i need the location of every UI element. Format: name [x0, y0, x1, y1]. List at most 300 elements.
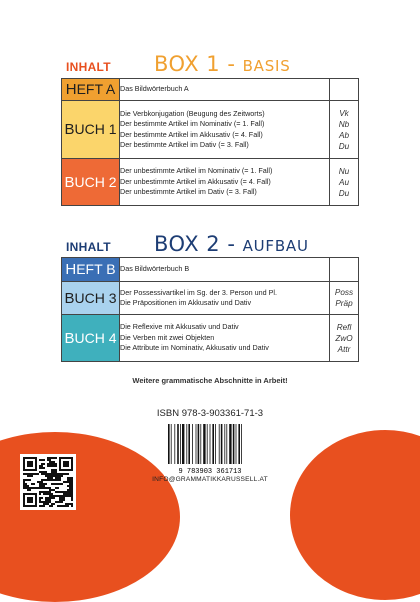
qr-module — [31, 473, 33, 475]
qr-module — [53, 463, 55, 465]
qr-module — [51, 505, 53, 507]
box1-title-main: BOX 1 - — [154, 52, 243, 76]
qr-module — [43, 463, 45, 465]
qr-module — [25, 485, 27, 487]
qr-module — [43, 459, 45, 461]
qr-module — [63, 505, 65, 507]
box1-heading — [66, 46, 356, 76]
qr-module — [49, 463, 51, 465]
qr-module — [59, 501, 61, 503]
qr-code — [20, 454, 76, 510]
qr-module — [59, 497, 61, 499]
qr-module — [55, 469, 57, 471]
qr-module — [45, 479, 47, 481]
buch-3-description: Der Possessivartikel im Sg. der 3. Person und Pl. Die Präpositionen im Akkusativ und Dativ — [120, 282, 330, 315]
qr-module — [69, 491, 71, 493]
qr-module — [49, 493, 51, 495]
barcode-bar — [224, 424, 225, 464]
qr-module — [49, 501, 51, 503]
qr-module — [69, 487, 71, 489]
qr-module — [69, 485, 71, 487]
qr-module — [67, 485, 69, 487]
qr-module — [39, 467, 41, 469]
qr-module — [51, 495, 53, 497]
qr-module — [43, 505, 45, 507]
qr-module — [53, 475, 55, 477]
isbn-number: ISBN 978-3-903361-71-3 — [156, 408, 264, 419]
qr-module — [51, 497, 53, 499]
qr-module — [27, 473, 29, 475]
buch-2-description: Der unbestimmte Artikel im Nominativ (= 1. Fall) Der unbestimmte Artikel im Akkusativ (= 4. Fall) Der unbestimmte Artikel im Dativ (= 3. Fall) — [120, 159, 330, 206]
qr-module — [47, 473, 49, 475]
qr-module — [49, 497, 51, 499]
qr-module — [49, 489, 51, 491]
qr-module — [55, 473, 57, 475]
qr-module — [41, 505, 43, 507]
qr-module — [55, 457, 57, 459]
qr-module — [47, 477, 49, 479]
qr-module — [45, 501, 47, 503]
qr-module — [53, 473, 55, 475]
qr-finder-center — [27, 497, 33, 503]
qr-module — [47, 501, 49, 503]
qr-module — [39, 499, 41, 501]
table-row — [62, 315, 359, 362]
buch-2-abbr: Nu Au Du — [330, 159, 359, 206]
buch-4-abbr: Refl ZwO Attr — [330, 315, 359, 362]
qr-module — [59, 495, 61, 497]
qr-module — [59, 491, 61, 493]
barcode-bar — [229, 424, 231, 464]
qr-module — [51, 463, 53, 465]
barcode-bar — [236, 424, 237, 464]
qr-module — [27, 475, 29, 477]
qr-module — [71, 499, 73, 501]
qr-module — [37, 481, 39, 483]
qr-module — [41, 491, 43, 493]
barcode-bar — [207, 424, 208, 464]
qr-module — [49, 459, 51, 461]
heft-b-description: Das Bildwörterbuch B — [120, 258, 330, 282]
qr-module — [41, 463, 43, 465]
qr-module — [53, 489, 55, 491]
barcode-bar — [198, 424, 200, 464]
qr-module — [57, 501, 59, 503]
qr-code-graphic — [23, 457, 73, 507]
barcode-bar — [171, 424, 172, 464]
qr-module — [43, 485, 45, 487]
qr-module — [63, 499, 65, 501]
qr-module — [41, 483, 43, 485]
buch-3-abbr: Poss Präp — [330, 282, 359, 315]
qr-module — [65, 491, 67, 493]
qr-module — [29, 475, 31, 477]
qr-module — [57, 477, 59, 479]
qr-module — [71, 503, 73, 505]
qr-module — [63, 497, 65, 499]
barcode-bar — [200, 424, 201, 464]
qr-module — [57, 491, 59, 493]
qr-module — [51, 465, 53, 467]
box2-heading — [66, 226, 356, 256]
qr-module — [55, 465, 57, 467]
qr-module — [53, 497, 55, 499]
qr-module — [31, 487, 33, 489]
barcode-bar — [192, 424, 193, 464]
qr-module — [23, 483, 25, 485]
qr-module — [45, 487, 47, 489]
qr-module — [67, 479, 69, 481]
qr-module — [39, 471, 41, 473]
qr-module — [45, 475, 47, 477]
qr-module — [39, 505, 41, 507]
qr-module — [47, 463, 49, 465]
qr-module — [65, 481, 67, 483]
qr-module — [43, 501, 45, 503]
qr-module — [47, 457, 49, 459]
qr-module — [59, 473, 61, 475]
qr-module — [51, 479, 53, 481]
box2-inhalt-label: INHALT — [66, 240, 111, 254]
qr-module — [47, 499, 49, 501]
buch-2-label: BUCH 2 — [62, 159, 120, 206]
qr-module — [49, 499, 51, 501]
qr-module — [25, 487, 27, 489]
table-row — [62, 101, 359, 159]
buch-1-label: BUCH 1 — [62, 101, 120, 159]
qr-module — [41, 467, 43, 469]
qr-module — [35, 487, 37, 489]
qr-module — [55, 463, 57, 465]
qr-module — [65, 505, 67, 507]
qr-module — [61, 475, 63, 477]
qr-module — [51, 471, 53, 473]
box1-contents-table — [61, 78, 359, 206]
qr-module — [67, 489, 69, 491]
qr-module — [47, 459, 49, 461]
qr-module — [61, 497, 63, 499]
qr-module — [25, 479, 27, 481]
qr-module — [45, 483, 47, 485]
qr-module — [43, 483, 45, 485]
qr-module — [43, 503, 45, 505]
qr-module — [63, 495, 65, 497]
qr-module — [67, 491, 69, 493]
qr-module — [39, 493, 41, 495]
box1-title — [154, 52, 291, 76]
qr-module — [51, 469, 53, 471]
qr-module — [47, 503, 49, 505]
qr-module — [69, 489, 71, 491]
qr-module — [51, 493, 53, 495]
qr-module — [59, 499, 61, 501]
barcode-bar — [210, 424, 211, 464]
qr-module — [49, 461, 51, 463]
qr-module — [39, 481, 41, 483]
qr-module — [71, 491, 73, 493]
qr-module — [69, 493, 71, 495]
qr-module — [23, 481, 25, 483]
box1-inhalt-label: INHALT — [66, 60, 111, 74]
qr-module — [69, 495, 71, 497]
qr-module — [29, 489, 31, 491]
qr-module — [39, 465, 41, 467]
qr-module — [35, 473, 37, 475]
qr-module — [49, 487, 51, 489]
qr-module — [29, 473, 31, 475]
qr-module — [55, 495, 57, 497]
qr-module — [41, 487, 43, 489]
qr-module — [41, 481, 43, 483]
qr-module — [39, 483, 41, 485]
barcode-bar — [180, 424, 181, 464]
qr-module — [45, 491, 47, 493]
qr-module — [51, 477, 53, 479]
qr-module — [49, 477, 51, 479]
qr-module — [55, 491, 57, 493]
barcode-digits: 9 783903 361713 — [178, 468, 242, 476]
barcode-bar — [233, 424, 235, 464]
qr-module — [27, 485, 29, 487]
qr-module — [39, 491, 41, 493]
qr-module — [41, 485, 43, 487]
qr-module — [51, 473, 53, 475]
qr-module — [63, 493, 65, 495]
qr-module — [53, 465, 55, 467]
qr-module — [67, 477, 69, 479]
qr-module — [53, 503, 55, 505]
qr-module — [47, 493, 49, 495]
qr-module — [57, 483, 59, 485]
qr-module — [61, 499, 63, 501]
qr-module — [41, 497, 43, 499]
qr-module — [47, 491, 49, 493]
qr-module — [57, 473, 59, 475]
qr-module — [37, 473, 39, 475]
table-row — [62, 79, 359, 101]
qr-module — [69, 503, 71, 505]
qr-module — [71, 495, 73, 497]
qr-module — [71, 483, 73, 485]
barcode-bar — [221, 424, 223, 464]
barcode-bar — [196, 424, 197, 464]
qr-module — [51, 461, 53, 463]
barcode-bar — [212, 424, 214, 464]
qr-module — [55, 471, 57, 473]
qr-module — [57, 487, 59, 489]
qr-module — [49, 457, 51, 459]
qr-module — [43, 479, 45, 481]
qr-module — [43, 493, 45, 495]
box2-contents-table — [61, 257, 359, 362]
qr-module — [39, 485, 41, 487]
work-in-progress-note: Weitere grammatische Abschnitte in Arbeit! — [132, 376, 288, 385]
qr-module — [49, 495, 51, 497]
qr-module — [71, 493, 73, 495]
qr-module — [45, 471, 47, 473]
heft-b-abbr — [330, 258, 359, 282]
barcode-bar — [203, 424, 205, 464]
qr-module — [45, 499, 47, 501]
qr-module — [39, 487, 41, 489]
qr-module — [51, 457, 53, 459]
table-row — [62, 159, 359, 206]
qr-module — [71, 485, 73, 487]
qr-module — [69, 481, 71, 483]
qr-module — [71, 487, 73, 489]
buch-4-description: Die Reflexive mit Akkusativ und Dativ Die Verben mit zwei Objekten Die Attribute im Nominativ, Akkusativ und Dativ — [120, 315, 330, 362]
qr-module — [67, 495, 69, 497]
qr-module — [49, 491, 51, 493]
barcode-bar — [182, 424, 184, 464]
qr-module — [63, 491, 65, 493]
qr-module — [25, 483, 27, 485]
qr-module — [69, 479, 71, 481]
qr-module — [55, 483, 57, 485]
qr-module — [49, 473, 51, 475]
qr-module — [65, 495, 67, 497]
barcode-bar — [188, 424, 190, 464]
qr-module — [57, 505, 59, 507]
qr-module — [55, 477, 57, 479]
qr-module — [27, 479, 29, 481]
qr-module — [23, 479, 25, 481]
qr-module — [59, 505, 61, 507]
qr-module — [65, 493, 67, 495]
barcode — [164, 422, 256, 476]
contact-email: INFO@GRAMMATIKKARUSSELL.AT — [152, 476, 268, 483]
qr-module — [49, 465, 51, 467]
heft-a-label: HEFT A — [62, 79, 120, 101]
qr-module — [43, 487, 45, 489]
barcode-bar — [215, 424, 216, 464]
qr-module — [67, 473, 69, 475]
qr-module — [67, 505, 69, 507]
qr-module — [71, 477, 73, 479]
qr-module — [45, 497, 47, 499]
barcode-bar — [168, 424, 170, 464]
buch-3-label: BUCH 3 — [62, 282, 120, 315]
qr-module — [45, 473, 47, 475]
qr-module — [45, 503, 47, 505]
qr-module — [41, 473, 43, 475]
box1-title-sub: BASIS — [242, 57, 291, 75]
qr-module — [41, 471, 43, 473]
qr-module — [69, 483, 71, 485]
qr-module — [51, 483, 53, 485]
qr-module — [59, 479, 61, 481]
qr-module — [67, 493, 69, 495]
barcode-bar — [226, 424, 227, 464]
qr-module — [41, 479, 43, 481]
qr-module — [39, 497, 41, 499]
qr-module — [71, 497, 73, 499]
qr-module — [43, 491, 45, 493]
qr-module — [31, 475, 33, 477]
qr-finder-center — [27, 461, 33, 467]
qr-module — [57, 495, 59, 497]
qr-module — [61, 491, 63, 493]
qr-module — [71, 481, 73, 483]
barcode-bar — [238, 424, 240, 464]
qr-module — [69, 477, 71, 479]
buch-4-label: BUCH 4 — [62, 315, 120, 362]
qr-module — [59, 475, 61, 477]
qr-module — [23, 473, 25, 475]
qr-module — [47, 479, 49, 481]
qr-module — [37, 487, 39, 489]
barcode-bar — [174, 424, 175, 464]
qr-module — [31, 483, 33, 485]
qr-module — [61, 495, 63, 497]
qr-module — [55, 501, 57, 503]
qr-module — [41, 501, 43, 503]
qr-module — [53, 495, 55, 497]
qr-module — [71, 489, 73, 491]
barcode-bar — [186, 424, 187, 464]
qr-module — [29, 487, 31, 489]
qr-module — [47, 465, 49, 467]
box2-title — [154, 232, 309, 256]
qr-module — [67, 503, 69, 505]
qr-module — [27, 487, 29, 489]
qr-module — [49, 479, 51, 481]
qr-module — [45, 493, 47, 495]
table-row — [62, 258, 359, 282]
buch-1-description: Die Verbkonjugation (Beugung des Zeitworts) Der bestimmte Artikel im Nominativ (= 1. Fall) Der bestimmte Artikel im Akkusativ (= 4. Fall) Der bestimmte Artikel im Dativ (= 3. Fall) — [120, 101, 330, 159]
qr-module — [53, 479, 55, 481]
barcode-bar — [241, 424, 242, 464]
qr-module — [41, 459, 43, 461]
qr-module — [61, 501, 63, 503]
qr-module — [51, 489, 53, 491]
qr-module — [63, 473, 65, 475]
qr-module — [51, 475, 53, 477]
qr-finder-center — [63, 461, 69, 467]
qr-module — [25, 473, 27, 475]
qr-module — [49, 505, 51, 507]
qr-module — [47, 475, 49, 477]
qr-module — [61, 505, 63, 507]
qr-module — [27, 489, 29, 491]
qr-module — [61, 473, 63, 475]
qr-module — [43, 471, 45, 473]
qr-module — [49, 475, 51, 477]
qr-module — [39, 501, 41, 503]
qr-module — [33, 487, 35, 489]
qr-module — [29, 479, 31, 481]
qr-module — [33, 473, 35, 475]
qr-module — [33, 483, 35, 485]
orange-blob-right — [290, 430, 420, 600]
qr-module — [23, 487, 25, 489]
qr-module — [53, 471, 55, 473]
qr-module — [63, 481, 65, 483]
barcode-bar — [219, 424, 220, 464]
qr-module — [53, 483, 55, 485]
qr-module — [39, 459, 41, 461]
qr-module — [53, 461, 55, 463]
qr-module — [43, 467, 45, 469]
qr-module — [47, 487, 49, 489]
qr-module — [53, 469, 55, 471]
qr-module — [57, 479, 59, 481]
qr-module — [51, 503, 53, 505]
qr-module — [59, 483, 61, 485]
qr-module — [67, 481, 69, 483]
table-row — [62, 282, 359, 315]
barcode-bar — [177, 424, 179, 464]
